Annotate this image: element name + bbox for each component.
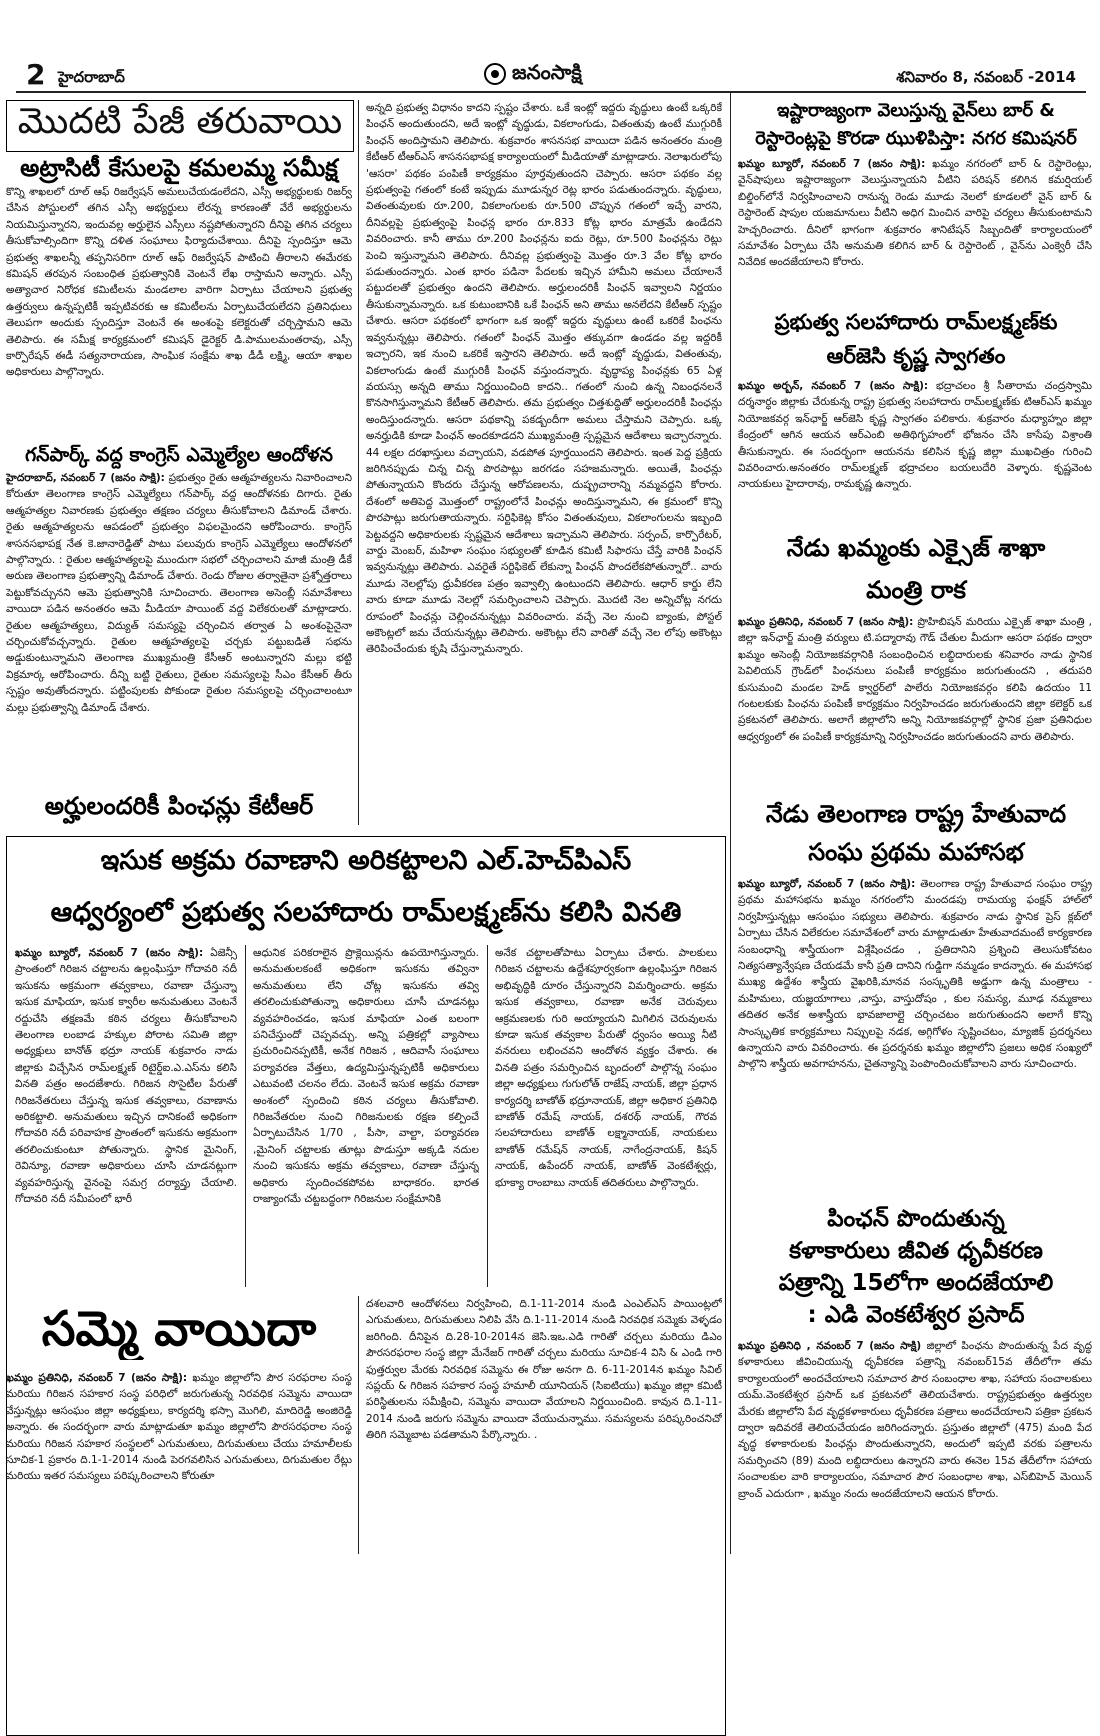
strike-headline: సమ్మె వాయిదా (41, 1301, 317, 1357)
column-rule (358, 1296, 359, 1554)
article-text: ఖమ్మం జిల్లాలోని పౌర సరఫరాల సంస్థ మరియు గిరిజన సహకార సంస్థ పరిధిలో జరుగుతున్న నిరవధిక సమ్మెను వాయిదా వేస్తున్నట్లు ఆసంఘం జిల్లా అధ్యక్షులు, కార్యదర్శి భస్సా మొగిలి, మాదిరెడ్డి అంజిరెడ్డి అన్నారు. ఈ సందర్భంగా వారు మాట్లాడుతూ ఖమ్మం జిల్లాలోని పౌరసరఫరాల సంస్థ మరియు గిరిజన సహకార సంస్థలలో ఎగుమతులు, దిగుమతులు చేయు హమాలీలకు సూచిక-1 ప్రకారం ది.1-1-2014 నుండి పెరగవలిసిన ఎగుమతులు, దిగుమతుల రేట్లు మరియు ఇతర సమస్యలు పరిష్కరించాలని కోరుతూ (6, 1372, 352, 1483)
section-title: మొదటి పేజీ తరువాయి (17, 101, 343, 142)
column-rule (245, 945, 246, 1287)
excise-headline-line2: మంత్రి రాక (866, 576, 966, 604)
article-text: ఖమ్మం నగరంలో బార్‌ & రెస్టారెంట్లు, వైన్‌షాపులు ఇష్టారాజ్యంగా వెలుస్తున్నాయని వీటిని పరిషన్‌ కలిగిన కమర్షియల్‌ బిల్డింగ్‌లోనే నిర్వహించాలని రానున్న రెండు మూడు నెలలో కూడలలో వైన్‌ బార్‌ & రెస్టారెంట్‌ షాపుల యజమానులు వీటిని అధిగ మించిన వారిపై చర్యలు తీసుకుంటామని హెచ్చరించారు. దీనిలో భాగంగా శుక్రవారం శానిటేషన్‌ సిబ్బందితో కార్యాలయంలో సమావేశం ఏర్పాటు చేసి అనుమతి కలిగిన బార్‌ & రెస్టారెంట్‌ , వైన్‌ను ఎంక్వెరీ చేసి నివేదిక అందజేయాలని కోరారు. (738, 158, 1092, 269)
article-body-atrocity: కొన్ని శాఖలలో రూల్‌ ఆఫ్‌ రిజర్వేషన్‌ అమలుచేయడంలేదని, ఎస్సీ అభ్యర్థులకు రిజర్వ్‌ చేసిన పోస్టులలో తగిన ఎస్సీ అభ్యర్థులు లేరన్న కారణంతో వేరే అభ్యర్థులను నియమిస్తున్నారని, ఇందువల్ల అర్హులైన ఎస్సీలు నష్టపోతున్నారని దీనిపై తగిన చర్యలు తీసుకోవాల్సిందిగా కొన్ని దళిత సంఘాలు ఫిర్యాదుచేశాయి. దీనిపై స్పందిస్తూ ఆమె ప్రభుత్వ శాఖలన్నీ తప్పనిసరిగా రూల్‌ ఆఫ్‌ రిజర్వేషన్‌ పాటించి తీరాలని ఈమేరకు కమిషన్‌ తరపున సంబంధిత ప్రభుత్వానికి వెంటనే లేఖ రాస్తామని అన్నారు. ఎస్సీ అత్యాచార నిరోధక కమిటీలను మండలాల వారిగా ఏర్పాటు చేయాలని ప్రభుత్వ ఉత్తర్వులు ఉన్నప్పటికీ ఇప్పటివరకు ఆ కమిటీలను ఏర్పాటుచేయలేదని ప్రతినిధులు తెలుపగా అందుకు స్పందిస్తూ వెంటనే ఈ అంశంపై కలెక్టరుతో చర్చిస్తామని ఆమె తెలిపారు. ఈ సమీక్ష కార్యక్రమంలో కమిషన్‌ డైరెక్టర్‌ డి.పాములమంతరావు, ఎస్సీ కార్పొరేషన్‌ ఈడీ సత్యనారాయణ, సాంఘిక సంక్షేమ శాఖ డీడీ లక్ష్మి, ఆయా శాఖల అధికారులు పాల్గొన్నారు. (6, 186, 352, 379)
logo-text: జనంసాక్షి (512, 59, 582, 84)
article-text: తెలంగాణ రాష్ట్ర హేతువాద సంఘం రాష్ట్ర ప్రథమ మహాసభను ఖమ్మం నగరంలోని మందడపు రామయ్య ఫంక్షన్‌ హాల్‌లో నిర్వహిస్తున్నట్లు ఆసంఘం సభ్యులు తెలిపారు. శుక్రవారం నాడు స్థానిక ప్రెస్‌ క్లబ్‌లో ఏర్పాటు చేసిన విలేకరుల సమావేశంలో వారు మాట్లాడుతూ హేతువాదమంటే కార్యకారణ సంబంధాన్ని శాస్త్రీయంగా విశ్లేషించడం , ప్రతిదానిని ప్రశ్నించి తెలుసుకోవటం నిత్యసత్యాన్వేషణ చేయడమే కానీ ప్రతి దానిని గుడ్డిగా నమ్మడం కాదన్నారు. ఈ మహాసభ ముఖ్య ఉద్దేశం శాస్త్రీయ వైఖరికి,మానవ సంస్కృతికి అడ్డుగా ఉన్న మంత్రాలు - మహిమలు, యజ్ఞయాగాలు ,వాస్తు, వాస్తుదోషం , కుల సమస్య, మూఢ నమ్మకాలు తదితర అనేక అశాస్త్రీయ భావజాలాల్లై చర్చించటం జరుగుతుందని అలాగే కొన్ని సాంస్కృతిక కార్యక్రమాలు నిప్పులపై నడక, అగ్గిగోళం సృష్టించటం, మ్యాజిక్‌ ప్రదర్శనలు ఉన్నాయని వారు వివరించారు. ఈ ప్రదర్శనకు ఖమ్మం జిల్లాలోని ప్రజలు అధిక సంఖ్యలో పాల్గొని శాస్త్రీయ అవగాహనను, చైతన్యాన్ని పెంపొందించుకోవాలని వారు సూచించారు. (738, 878, 1092, 1071)
article-headline-pensions: అర్హులందరికీ పింఛన్లు కేటీఆర్‌ (44, 792, 314, 820)
dateline: హైదరాబాద్‌, నవంబర్‌ 7 (జనం సాక్షి): (6, 472, 165, 484)
wine-headline-line2: రెస్టారెంట్లపై కొరడా ఝుళిపిస్తా: నగర కమిషనర్‌ (755, 128, 1077, 149)
welcome-headline-line2: ఆర్‌జెసి కృష్ణ స్వాగతం (826, 344, 1006, 368)
article-text: ప్రభుత్వం రైతు ఆత్మహత్యలను నివారించాలని కోరుతూ తెలంగాణ కాంగ్రెస్‌ ఎమ్మెల్యేలు గన్‌పార్క్‌ వద్ద ఆందోళనకు దిగారు. రైతు ఆత్మహత్యల నివారణకు ప్రభుత్వం తక్షణం చర్యలు తీసుకోవాలని డిమాండ్‌ చేశారు. రైతు ఆత్మహత్యలను ఆపడంలో ప్రభుత్వం విఫలమైందని ఆరోపించారు. కాంగ్రెస్‌ శాసనసభాపక్ష నేత కె.జానారెడ్డితో పాటు పలువురు కాంగ్రెస్‌ ఎమ్మెల్యేలు ఆందోళనలో పాల్గొన్నారు. : రైతుల ఆత్మహత్యలపై ముందుగా సభలో చర్చించాలని మాజీ మంత్రి డీకే అరుణ తెలంగాణ ప్రభుత్వాన్ని డిమాండ్‌ చేశారు. రెండు రోజుల తర్వాతైనా ప్రశ్నోత్తరాలు పెట్టుకోవచ్చునని ఆమె ప్రభుత్వానికి సూచించారు. తెలంగాణ అసెంబ్లీ సమావేశాలు వాయిదా పడిన అనంతరం ఆమె మీడియా పాయింట్‌ వద్ద విలేకరులతో మాట్లాడారు. రైతుల ఆత్మహత్యలు, విద్యుత్‌ సమస్యపై చర్చించిన తర్వాత ఏ అంశంపైనైనా చర్చించుకోవచ్చన్నారు. రైతుల ఆత్మహత్యలపై చర్చకు పట్టుబడితే సభను అడ్డుకుంటున్నామని తెలంగాణ ముఖ్యమంత్రి కేసీఆర్‌ అంటున్నారని మల్లు భట్టి విక్రమార్క ఆరోపించారు. దీన్ని బట్టి రైతులు, రైతుల సమస్యలపై సీఎం కేసీఆర్‌ తీరు స్పష్టం అవుతోందన్నారు. పట్టింపులకు పోకుండా రైతుల సమస్యలపై చర్చించాలంటూ మల్లు ప్రభుత్వాన్ని డిమాండ్‌ చేశారు. (6, 472, 352, 714)
dateline: ఖమ్మం ప్రతినిధి, నవంబర్‌ 7 (జనం సాక్షి): (738, 616, 914, 628)
article-text: ఏజెన్సీ ప్రాంతంలో గిరిజన చట్టాలను ఉల్లంఘిస్తూ గోదావరి నదీ ఇసుకను అక్రమంగా తవ్వకాలు, రవాణా చేస్తున్నా ఇసుక మాఫియా, ఇసుక క్వారీల అనుమతులు వెంటనే రద్దుచేసి తక్షణమే కఠిన చర్యలు తీసుకోవాలని తెలంగాణ లంబాడ హక్కుల పోరాట సమితి జిల్లా అధ్యక్షులు బానోత్‌ భద్రూ నాయక్‌ శుక్రవారం నాడు జిల్లాకు విచ్చేసిన రామ్‌లక్ష్మణ్‌ రిటైర్డ్‌ఐ.ఎ.ఎస్‌ను కలిసి వినతి పత్రం అందజేశారు. గిరిజన సొసైటీల పేరుతో గిరిజనేతరులు చేస్తున్న ఇసుక తవ్వకాలు, రవాణాను అరికట్టాలి. అనుమతులు ఇచ్చిన దానికంటే అధికంగా గోదావరి నదీ పరివాహక ప్రాంతంలో ఇసుకను అక్రమంగా తరలించుకుంటూ పోతున్నారు. స్థానిక మైనింగ్‌, రెవిన్యూ, రవాణా అధికారులు చూసి చూడనట్లుగా వ్యవహరిస్తున్న వైనంపై సమగ్ర దర్యాప్తు చేయాలి. గోదావరి నదీ సమీపంలో భారీ (15, 947, 237, 1206)
article-text: జిల్లాలో పింఛను పొందుతున్న పేద వృద్ధ కళాకారులు జీవించియున్న ధృవీకరణ పత్రాన్ని నవంబర్‌15వ తేదీలోగా తమ కార్యాలయంలో అందచేయాలని సమాచార పౌర సంబంధాల శాఖ, సహాయ సంచాలకులు యమ్‌.వెంకటేశ్వర ప్రసాద్‌ ఒక ప్రకటనలో తెలియచేశారు. రాష్ట్రప్రభుత్వం ఉత్తర్వుల మేరకు జిల్లాలోని పేద వృద్ధకళాకారులు ధృవీకరణ పత్రాలు అందచేయాలని పత్రికా ప్రకటన ద్వారా ఇదివరకే తెలియచేయడం జరిగిందన్నారు. ప్రస్తుతం జిల్లాలో (475) మంది పేద వృద్ధ కళాకారులకు పింఛన్లు పొందుతున్నారని, అందులో ఇప్పటి వరకు పత్రాలను సమర్పించని (89) మంది లబ్ధిదారులు ఉన్నారని వారు ఈనెల 15వ తేదీలోగా సహాయ సంచాలకుల వారి కార్యాలయం, సమాచార పౌర సంబంధాల శాఖ, ఎస్‌బిహెచ్‌ మెయిన్‌ బ్రాంచ్‌ ఎదురుగా , ఖమ్మం నందు అందజేయాలని ఆయన కోరారు. (738, 1340, 1092, 1500)
wine-headline-line1: ఇష్టారాజ్యంగా వెలుస్తున్న వైన్‌లు బార్‌ & (776, 100, 1056, 121)
wine-body (738, 156, 1092, 304)
sand-headline-line1: ఇసుక అక్రమ రవాణాని అరికట్టాలని ఎల్‌.హెచ్‌పిఎస్‌ (100, 845, 632, 876)
section-title-box (6, 100, 354, 152)
article-body-pensions: అన్నది ప్రభుత్వ విధానం కాదని స్పష్టం చేశారు. ఒకే ఇంట్లో ఇద్దరు వృద్ధులు ఉంటే ఒక్కరికే పింఛన్‌ అందుతుందని, అదే ఇంట్లో వృద్ధుడు, వికలాంగుడు, వితంతువు ఉంటే ముగ్గురికీ పింఛన్‌ అందిస్తామని తెలిపారు. శుక్రవారం శాసనసభ వాయిదా పడిన అనంతరం మంత్రి కేటీఆర్‌ టీఆర్‌ఎస్‌ శాసనసభాపక్ష కార్యాలయంలో మీడియాతో మాట్లాడారు. నెలాఖరులోపు 'ఆసరా' పథకం పంపిణీ కార్యక్రమం పూర్తవుతుందని చెప్పారు. ఆసరా పథకం వల్ల ప్రభుత్వంపై గతంలో కంటే ఇప్పుడు మూడున్నర రెట్ల భారం పడుతుందన్నారు. వృద్ధులు, వితంతువులకు రూ.200, వికలాంగులకు రూ.500 చొప్పున గతంలో ఇచ్చే వారని, దీనివల్లపై ప్రభుత్వంపై పింఛన్ల భారం రూ.833 కోట్ల భారం మాత్రమే ఉండేదని వివరించారు. కానీ తాము రూ.200 పింఛన్లను ఐదు రెట్లు, రూ.500 పింఛన్లను రెట్లు పెంచి ఇస్తున్నామని తెలిపారు. దీనివల్ల ప్రభుత్వంపై మొత్తం రూ.3 వేల కోట్ల భారం పడుతుందన్నారు. ఎంత భారం పడినా పేదలకు ఇచ్చిన హామీని అమలు చేయాలనే పట్టుదలతో ప్రభుత్వం ఉందని తెలిపారు. అర్హులందరికీ పింఛన్‌ ఇవ్వాలని నిర్ణయం తీసుకున్నామన్నారు. ఒక కుటుంబానికి ఒకే పింఛన్‌ అని తాము అనలేదని కేటీఆర్‌ స్పష్టం చేశారు. ఆసరా పథకంలో భాగంగా ఒక ఇంట్లో ఇద్దరు వృద్ధులు ఉంటే ఒకరికే పింఛను ఇవ్వనున్నట్లు తెలిపారు. గతంలో పింఛన్‌ మొత్తం తక్కువగా ఉండడం వల్ల ఇద్దరికీ ఇచ్చారని, ఇక నుంచి ఒకరికే ఇస్తారని తెలిపారు. అదే ఇంట్లో వృద్ధుడు, వితంతువు, వికలాంగుడు ఉంటే ముగ్గురికీ పింఛన్‌ వస్తుందన్నారు. వృద్ధాప్య పింఛన్లకు 65 ఏళ్ల వయస్సు అన్నది తాము నిర్ణయించింది కాదని.. గతంలో నుంచి ఉన్న నిబంధనలనే కొనసాగిస్తున్నామని కేటీఆర్‌ తెలిపారు. తమ ప్రభుత్వం చిత్తశుద్ధితో అర్హులందరికీ పింఛన్లు అందిస్తుందన్నారు. ఆసరా పథకాన్ని పకడ్బందీగా అమలు చేస్తామని చెప్పారు. ఒక్క అనర్హుడికి కూడా పింఛన్‌ అందకూడదని ముఖ్యమంత్రి స్పష్టమైన ఆదేశాలు ఇచ్చారన్నారు. 44 లక్షల దరఖాస్తులు వచ్చాయని, వడపోత పూర్తయిందని తెలిపారు. ఇంత పెద్ద ప్రక్రియ జరిగినప్పుడు చిన్న చిన్న పొరపాట్లు జరగడం సహజమన్నారు. అయితే, పింఛన్లు పోతున్నాయని కొందరు చేస్తున్న ఆరోపణలను, దుష్ప్రచారాన్ని నమ్మవద్దని కోరారు. దేశంలో అతిపెద్ద మొత్తంలో రాష్ట్రంలోనే పింఛన్లు అందిస్తున్నామని, ఈ క్రమంలో కొన్ని పొరపాట్లు జరుగుతాయన్నారు. సర్టిఫికెట్ల కోసం వితంతువులు, వికలాంగులను ఇబ్బంది పెట్టవద్దని అధికారులకు స్పష్టమైన ఆదేశాలు ఇచ్చామని తెలిపారు. సర్పంచ్‌, కార్పొరేటర్‌, వార్డు మెంబర్‌, మహిళా సంఘం సభ్యులతో కూడిన కమిటీ సిఫారసు చేస్తే వారికి పింఛన్‌ ఇవ్వనున్నట్లు తెలిపారు. ఎవరైతే సర్టిఫికెట్‌ లేకున్నా పింఛన్‌ పొందలేకపోతున్నారో.. వారు మూడు నెలల్లోపు ధ్రువీకరణ పత్రం ఇవ్వాల్సి ఉంటుందని తెలిపారు. ఆధార్‌ కార్డు లేని వారు కూడా మూడు నెలల్లో సమర్పించాలని చెప్పారు. మొదటి నెల అన్నిచోట్ల నగదు రూపంలో పింఛన్లు చెల్లించనున్నట్లు వివరించారు. వచ్చే నెల నుంచి బ్యాంకు, పోస్టల్‌ అకౌంట్లలో జమ చేయనున్నట్లు తెలిపారు. అకౌంట్లు లేని వారితో వచ్చే నెల లోపు అకౌంట్లు తెరిపించేందుకు కృషి చేస్తున్నామన్నారు. (366, 102, 722, 656)
masthead-city: హైదరాబాద్‌ (58, 68, 125, 86)
article-headline-gunpark: గన్‌పార్క్‌ వద్ద కాంగ్రెస్‌ ఎమ్మెల్యేల ఆందోళన (25, 444, 333, 466)
masthead-logo (482, 60, 582, 88)
welcome-headline-line1: ప్రభుత్వ సలహాదారు రామ్‌లక్ష్మణ్‌కు (774, 310, 1058, 334)
page-number: 2 (26, 58, 46, 91)
artists-body (738, 1338, 1092, 1554)
artists-headline-line1: పింఛన్‌ పొందుతున్న (827, 1206, 1005, 1232)
dateline: ఖమ్మం బ్యూరో, నవంబర్‌ 7 (జనం సాక్షి): (738, 158, 926, 170)
strike-col-2: దశలవారి ఆందోళనలు నిర్వహించి, ది.1-11-2014 నుండి ఎంఎల్‌ఎస్‌ పాయింట్లలో ఎగుమతులు, దిగుమతులు నిలిపి వేసి ది.1-11-2014 నుండి నిరవధిక సమ్మెకు వెళ్ళడం జరిగింది. దీనిపైన ది.28-10-2014న జెసి.ఇఒ.ఎడి గారితో చర్చలు మరియు డిఎం పౌరసరఫరాల సంస్థ జిల్లా మేనేజర్‌ గారితో చర్చలు మరియు సూచిక-4 విసి & ఎండి గారి ఫుత్తర్వుల మేరకు నిరవధిక సమ్మెను ఈ రోజు అనగా ది. 6-11-2014న ఖమ్మం సివిల్‌ సప్లయ్‌ & గిరిజన సహకార సంస్థ హమాలీ యూనియన్‌ (సిఐటియు) ఖమ్మం జిల్లా కమిటీ పరిస్థితులను సమీక్షించి, సమ్మెను వాయిదా వేయాలని నిర్ణయించింది. కావున ది.1-11-2014 నుండి జరుగు సమ్మెను వాయిదా వేయుచున్నాము. సమస్యలను పరిష్కరించనిచో తిరిగి సమ్మెబాట పడతామని పేర్కొన్నారు. . (366, 1298, 722, 1442)
artists-headline-line3: పత్రాన్ని 15లోగా అందజేయాలి (778, 1270, 1054, 1296)
column-rule (358, 100, 359, 825)
welcome-body (738, 378, 1092, 528)
dateline: ఖమ్మం బ్యూరో, నవంబర్‌ 7 (జనం సాక్షి): (15, 947, 204, 959)
artists-headline-line4: : ఎడి వెంకటేశ్వర ప్రసాద్‌ (807, 1302, 1025, 1328)
masthead-rule (16, 91, 1086, 93)
rationalist-headline-line1: నేడు తెలంగాణ రాష్ట్ర హేతువాద (765, 800, 1067, 828)
excise-headline-line1: నేడు ఖమ్మంకు ఎక్సైజ్‌ శాఖా (786, 534, 1046, 562)
sand-article (6, 836, 726, 1736)
rationalist-body (738, 876, 1092, 1202)
dateline: ఖమ్మం బ్యూరో, నవంబర్‌ 7 (జనం సాక్షి): (738, 878, 916, 890)
artists-headline-line2: కళాకారులు జీవిత ధృవీకరణ (789, 1238, 1043, 1264)
column-rule (487, 945, 488, 1287)
logo-emblem-icon (482, 62, 508, 86)
masthead (16, 60, 1086, 94)
sand-headline-line2: ఆధ్వర్యంలో ప్రభుత్వ సలహాదారు రామ్‌లక్ష్మణ్‌ను కలిసి వినతి (50, 897, 682, 928)
article-headline-atrocity: అట్రాసిటీ కేసులపై కమలమ్మ సమీక్ష (20, 154, 338, 182)
sand-col-2: ఆధునిక పరికరాలైన ప్రొక్లెయిన్లను ఉపయోగిస్తున్నారు. అనుమతులకంటే అధికంగా ఇసుకను తవ్వినా అనుమతులు లేని చోట్ల ఇసుకను తవ్వి తరలించుకుపోతున్నా అధికారులు చూసీ చూడనట్లు వ్యవహరించడం, ఇసుక మాఫియా ఎంత బలంగా పనిచేస్తుందో చెప్పవచ్చు. అన్ని పత్రికల్లో వ్యాసాలు ప్రచురించినప్పటికీ, అనేక గిరిజన , ఆదివాసీ సంఘాలు పర్యావరణ వేత్తలు, ఉద్యమిస్తున్నప్పటికీ అధికారులు ఎటువంటి చలనం లేదు. వెంటనే ఇసుక అక్రమ రవాణా అంశంలో స్పందించి కఠిన చర్యలు తీసుకోవాలి. గిరిజనేతరుల నుంచి గిరిజనులకు రక్షణ కల్పించే ఏర్పాటుచేసిన 1/70 , పీసా, వాల్టా, పర్యావరణ ,మైనింగ్‌ చట్టాలకు తూట్లు పొడుస్తూ అక్కడి నదుల నుంచి ఇసుకను అక్రమ తవ్వకాలు, రవాణా చేస్తున్న అధికారు స్పందించకపోవట బాధాకరం. భారత రాజ్యాంగమే చట్టబద్ధంగా గిరిజనుల సంక్షేమానికి (253, 947, 479, 1206)
dateline: ఖమ్మం అర్బన్‌, నవంబర్‌ 7 (జనం సాక్షి): (738, 380, 929, 392)
article-text: భద్రాచలం శ్రీ సీతారామ చంద్రస్వామి దర్శనార్ధం జిల్లాకు చేరుకున్న రాష్ట్ర ప్రభుత్వ సలహాదారు రామ్‌లక్ష్మణ్‌కు టిఆర్‌ఎస్‌ ఖమ్మం నియోజకవర్గ ఇన్‌ఛార్జ్‌ ఆర్‌జెసి కృష్ణ స్వాగతం పలికారు. శుక్రవారం మధ్యాహ్నం జిల్లా కేంద్రంలో ఆగిన ఆయన ఆర్‌ఎంబి అతిథిగృహంలో భోజనం చేసి కాసేపు విశ్రాంతి తీసుకున్నారు. ఈ సందర్భంగా ఆయనను కలిసిన కృష్ణ జిల్లా ముఖచిత్రం గురించి వివరించారు.అనంతరం రామ్‌లక్ష్మణ్‌ భద్రాచలం బయలుదేరి వెళ్ళారు. కృష్ణవెంట నాయకులు హైదారావు, రామకృష్ణ ఉన్నారు. (738, 380, 1092, 491)
strike-col-1 (6, 1370, 352, 1550)
article-body-gunpark (6, 470, 352, 790)
dateline: ఖమ్మం ప్రతినిధి , నవంబర్‌ 7 (జనం సాక్షి) (738, 1340, 922, 1352)
sand-col-3: అనేక చట్టాలతోపాటు ఏర్పాటు చేశారు. పాలకులు గిరిజన చట్టాలను ఉద్దేశపూర్వకంగా ఉల్లంఘిస్తూ గిరిజన అభివృద్ధికి దూరం చేస్తున్నారని విమర్శించారు. అక్రమ ఇసుక తవ్వకాలు, రవాణా అనేక చెరువులు ఆక్రమణలకు గురి అయ్యాయని మిగిలిన చెరువులను కూడా ఇసుక తవ్వకాల పేరుతో ధ్వంసం అయ్యి నీటి వనరులు లభించవని ఆందోళన వ్యక్తం చేశారు. ఈ వినతి పత్రం సమర్పించిన బృందంలో పాల్గొన్న సంఘం జిల్లా అధ్యక్షులు గుగులోత్‌ రాజేష్‌ నాయక్‌, జిల్లా ప్రధాన కార్యదర్శి బాణోత్‌ భద్రూనాయక్‌, జిల్లా అధికార ప్రతినిధి బాణోత్‌ రమేష్‌ నాయక్‌, దశరథ్‌ నాయక్‌, గౌరవ సలహాదారులు బాణోత్‌ లక్ష్మానాయక్‌, నాయకులు బాణోత్‌ రమేష్‌న్‌ నాయక్‌, నాగేంద్రనాయక్‌, కిషన్‌ నాయక్‌, ఉపేందర్‌ నాయక్‌, బాణోత్‌ వెంకటేశ్వర్లు, భూక్యా రాంబాబు నాయక్‌ తదితరులు పాల్గొన్నారు. (495, 947, 717, 1189)
dateline: ఖమ్మం ప్రతినిధి, నవంబర్‌ 7 (జనం సాక్షి): (6, 1372, 188, 1384)
masthead-date: శనివారం 8, నవంబర్‌ -2014 (896, 68, 1076, 86)
article-text: ప్రొహిబిషన్‌ మరియు ఎక్సైజ్‌ శాఖా మంత్రి , జిల్లా ఇన్‌ఛార్జ్‌ మంత్రి వర్యులు టి.పద్మారావు గౌడ్‌ చేతుల మీదుగా ఆసరా పథకం ద్వారా ఖమ్మం అసెంబ్లీ నియోజకవర్గానికి సంబంధించిన లబ్ధిదారులకు శనివారం నాడు స్థానిక పెవిలియన్‌ గ్రౌండ్‌లో పింఛనులు పంపిణీ కార్యక్రమం జరుగుతుందని , తదుపరి కుసుమంచి మండల హెడ్‌ క్వార్టర్‌లో పాలేరు నియోజకవర్గం కలిపి ఉదయం 11 గంటలకుకు పింఛను పంపిణీ కార్యక్రమం నిర్వహించడం జరుగుతుందని జిల్లా కలెక్టర్‌ ఒక ప్రకటనలో తెలిపారు. అలాగే జిల్లాలోని అన్ని నియోజకవర్గాల్లో స్థానిక ప్రజా ప్రతినిధుల ఆధ్వర్యంలో ఈ పంపిణీ కార్యక్రమాన్ని నిర్వహించడం జరుగుతుందని వారు తెలిపారు. (738, 616, 1092, 743)
sand-col-1 (15, 945, 237, 1287)
rationalist-headline-line2: సంఘ ప్రథమ మహాసభ (808, 838, 1024, 866)
excise-body (738, 614, 1092, 796)
column-rule (730, 92, 731, 1554)
